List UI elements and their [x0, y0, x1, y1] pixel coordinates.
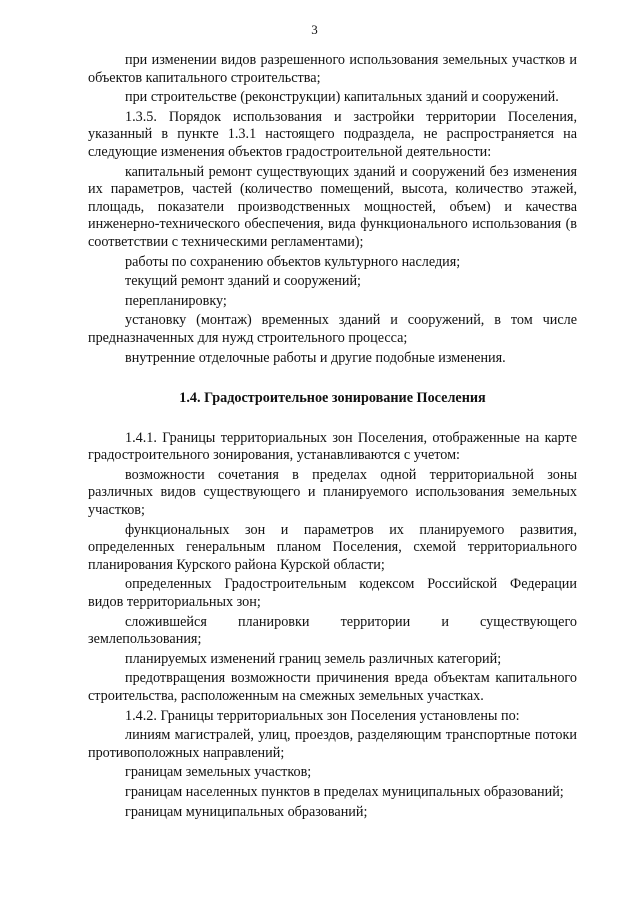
paragraph: определенных Градостроительным кодексом Российской Федерации видов территориальных зон;: [88, 576, 577, 611]
paragraph: предотвращения возможности причинения вреда объектам капитального строительства, расположенным на смежных земельных участках.: [88, 670, 577, 704]
paragraph: линиям магистралей, улиц, проездов, разделяющим транспортные потоки противоположных направлений;: [88, 727, 577, 761]
paragraph: границам земельных участков;: [125, 764, 312, 781]
paragraph: капитальный ремонт существующих зданий и сооружений без изменения их параметров, частей (количество помещений, высота, количество этажей, площадь, показатели производственных мощностей, объем) и качества инженерно-технического обеспечения, вида функционального использования (в соответствии с техническими регламентами);: [88, 163, 577, 250]
document-body: [88, 52, 577, 823]
paragraph: при изменении видов разрешенного использования земельных участков и объектов капитального строительства;: [88, 52, 577, 86]
paragraph: внутренние отделочные работы и другие подобные изменения.: [125, 349, 506, 366]
paragraph: планируемых изменений границ земель различных категорий;: [125, 650, 502, 667]
paragraph: 1.3.5. Порядок использования и застройки территории Поселения, указанный в пункте 1.3.1 настоящего подраздела, не распространяется на следующие изменения объектов градостроительной деятельности:: [88, 108, 577, 160]
page-number: 3: [311, 22, 318, 37]
paragraph: возможности сочетания в пределах одной территориальной зоны различных видов существующего и планируемого использования земельных участков;: [88, 466, 577, 519]
paragraph: 1.4.1. Границы территориальных зон Поселения, отображенные на карте градостроительного зонирования, устанавливаются с учетом:: [88, 429, 577, 464]
paragraph: границам муниципальных образований;: [125, 803, 368, 820]
paragraph: перепланировку;: [125, 292, 227, 309]
paragraph: установку (монтаж) временных зданий и сооружений, в том числе предназначенных для нужд строительного процесса;: [88, 312, 577, 346]
paragraph: текущий ремонт зданий и сооружений;: [125, 273, 361, 290]
paragraph: при строительстве (реконструкции) капитальных зданий и сооружений.: [125, 89, 559, 106]
paragraph: функциональных зон и параметров их планируемого развития, определенных генеральным планом Поселения, схемой территориального планирования Курского района Курской области;: [88, 521, 577, 573]
paragraph: сложившейся планировки территории и существующего землепользования;: [88, 613, 577, 648]
paragraph: 1.4.2. Границы территориальных зон Поселения установлены по:: [125, 707, 520, 724]
paragraph: работы по сохранению объектов культурного наследия;: [125, 253, 461, 270]
section-heading: 1.4. Градостроительное зонирование Поселения: [179, 390, 486, 407]
paragraph: границам населенных пунктов в пределах муниципальных образований;: [125, 783, 564, 800]
